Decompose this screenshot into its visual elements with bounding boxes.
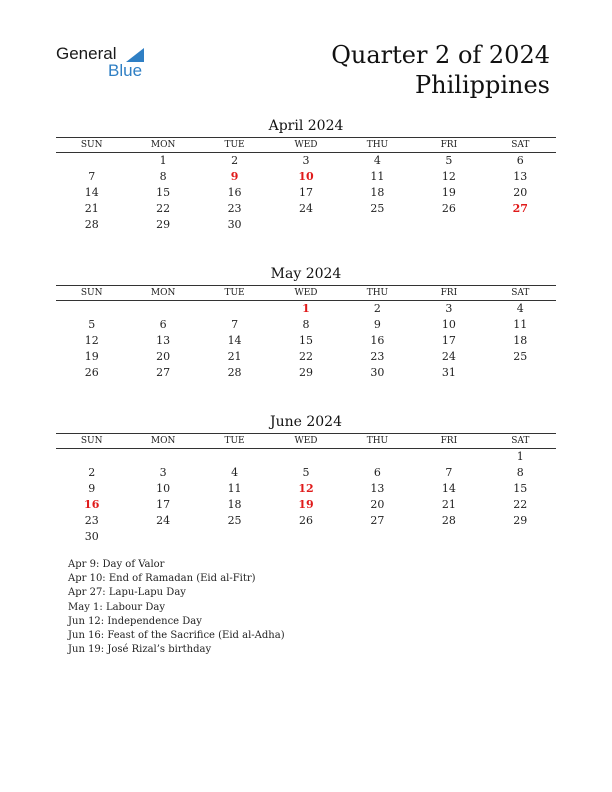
- empty-cell: [56, 153, 127, 169]
- day-grid: [56, 301, 556, 381]
- day-cell: 12: [441, 170, 456, 183]
- day-cell: 29: [156, 218, 171, 231]
- day-cell: 12: [84, 334, 99, 347]
- day-cell: 21: [227, 350, 242, 363]
- day-cell: 16: [370, 334, 385, 347]
- day-cell: 14: [227, 334, 242, 347]
- empty-cell: [485, 529, 556, 545]
- day-cell: 15: [513, 482, 528, 495]
- day-cell: 19: [441, 186, 456, 199]
- day-cell: 17: [298, 186, 313, 199]
- day-cell: 3: [302, 154, 310, 167]
- day-cell: 23: [84, 514, 99, 527]
- empty-cell: [413, 529, 484, 545]
- title-country: Philippines: [414, 71, 550, 99]
- day-cell: 27: [370, 514, 385, 527]
- day-cell: 7: [88, 170, 96, 183]
- weekday-label: TUE: [224, 288, 245, 298]
- day-cell: 4: [373, 154, 381, 167]
- weekday-label: MON: [150, 436, 176, 446]
- weekday-header: [56, 285, 556, 301]
- weekday-label: SUN: [80, 140, 103, 150]
- day-cell: 17: [441, 334, 456, 347]
- day-cell: 16: [227, 186, 242, 199]
- holiday-item: Jun 12: Independence Day: [68, 615, 202, 627]
- day-cell: 27: [512, 202, 528, 215]
- title-quarter: Quarter 2 of 2024: [331, 41, 550, 69]
- logo-blue-text: Blue: [108, 61, 143, 80]
- day-cell: 15: [298, 334, 313, 347]
- day-cell: 30: [227, 218, 242, 231]
- day-cell: 3: [445, 302, 453, 315]
- empty-cell: [342, 217, 413, 233]
- day-cell: 23: [227, 202, 242, 215]
- holiday-item: Apr 10: End of Ramadan (Eid al-Fitr): [68, 573, 256, 585]
- month-title: April 2024: [268, 118, 344, 134]
- day-cell: 19: [84, 350, 99, 363]
- logo-general-text: General: [56, 44, 117, 63]
- day-cell: 22: [513, 498, 528, 511]
- empty-cell: [413, 217, 484, 233]
- empty-cell: [270, 529, 341, 545]
- empty-cell: [127, 301, 198, 317]
- day-cell: 5: [302, 466, 310, 479]
- day-cell: 4: [516, 302, 524, 315]
- day-cell: 6: [516, 154, 524, 167]
- weekday-label: THU: [366, 288, 389, 298]
- weekday-label: SUN: [80, 288, 103, 298]
- month-title: May 2024: [270, 266, 342, 282]
- empty-cell: [56, 301, 127, 317]
- day-grid: [56, 449, 556, 545]
- weekday-label: FRI: [440, 436, 458, 446]
- empty-cell: [270, 217, 341, 233]
- day-cell: 23: [370, 350, 385, 363]
- weekday-header: [56, 433, 556, 449]
- day-cell: 26: [84, 366, 99, 379]
- day-cell: 2: [373, 302, 381, 315]
- day-cell: 25: [513, 350, 528, 363]
- logo-triangle-icon: [126, 48, 144, 62]
- holiday-item: Jun 16: Feast of the Sacrifice (Eid al-Adha): [68, 630, 285, 642]
- empty-cell: [56, 449, 127, 465]
- day-cell: 27: [156, 366, 171, 379]
- day-cell: 20: [156, 350, 171, 363]
- weekday-label: FRI: [440, 140, 458, 150]
- day-cell: 28: [84, 218, 99, 231]
- day-cell: 13: [370, 482, 385, 495]
- day-cell: 21: [441, 498, 456, 511]
- day-cell: 14: [441, 482, 456, 495]
- holiday-item: May 1: Labour Day: [68, 601, 165, 613]
- day-cell: 11: [513, 318, 528, 331]
- day-cell: 26: [298, 514, 313, 527]
- weekday-label: TUE: [224, 140, 245, 150]
- day-cell: 9: [88, 482, 96, 495]
- day-cell: 26: [441, 202, 456, 215]
- empty-cell: [199, 301, 270, 317]
- day-cell: 18: [227, 498, 242, 511]
- weekday-label: WED: [294, 288, 318, 298]
- month-title: June 2024: [269, 414, 342, 430]
- day-cell: 25: [370, 202, 385, 215]
- day-cell: 22: [156, 202, 171, 215]
- month-june: [56, 413, 556, 545]
- day-cell: 7: [445, 466, 453, 479]
- empty-cell: [342, 449, 413, 465]
- day-cell: 11: [370, 170, 385, 183]
- day-cell: 10: [156, 482, 171, 495]
- empty-cell: [127, 529, 198, 545]
- weekday-label: SAT: [511, 140, 530, 150]
- day-cell: 3: [159, 466, 167, 479]
- day-cell: 16: [84, 498, 100, 511]
- holiday-list: [68, 558, 285, 657]
- day-cell: 15: [156, 186, 171, 199]
- day-cell: 1: [302, 302, 310, 315]
- weekday-label: WED: [294, 140, 318, 150]
- month-april: [56, 117, 556, 233]
- month-may: [56, 265, 556, 381]
- empty-cell: [485, 217, 556, 233]
- day-cell: 10: [441, 318, 456, 331]
- day-cell: 20: [513, 186, 528, 199]
- weekday-label: SAT: [511, 436, 530, 446]
- empty-cell: [199, 449, 270, 465]
- weekday-header: [56, 137, 556, 153]
- day-cell: 31: [441, 366, 456, 379]
- logo: [56, 44, 156, 80]
- day-cell: 13: [156, 334, 171, 347]
- day-cell: 19: [298, 498, 314, 511]
- day-cell: 6: [159, 318, 167, 331]
- day-cell: 8: [159, 170, 167, 183]
- day-cell: 9: [373, 318, 381, 331]
- weekday-label: THU: [366, 140, 389, 150]
- day-cell: 22: [298, 350, 313, 363]
- day-cell: 18: [370, 186, 385, 199]
- empty-cell: [485, 365, 556, 381]
- day-cell: 4: [231, 466, 239, 479]
- weekday-label: FRI: [440, 288, 458, 298]
- weekday-label: THU: [366, 436, 389, 446]
- day-cell: 12: [298, 482, 314, 495]
- empty-cell: [413, 449, 484, 465]
- day-cell: 21: [84, 202, 99, 215]
- day-cell: 30: [370, 366, 385, 379]
- day-grid: [56, 153, 556, 233]
- empty-cell: [270, 449, 341, 465]
- day-cell: 20: [370, 498, 385, 511]
- day-cell: 2: [88, 466, 96, 479]
- page-title: [331, 40, 550, 100]
- day-cell: 29: [298, 366, 313, 379]
- holiday-item: Jun 19: José Rizal’s birthday: [68, 644, 212, 656]
- day-cell: 8: [516, 466, 524, 479]
- weekday-label: MON: [150, 140, 176, 150]
- day-cell: 8: [302, 318, 310, 331]
- day-cell: 17: [156, 498, 171, 511]
- day-cell: 13: [513, 170, 528, 183]
- day-cell: 24: [156, 514, 171, 527]
- day-cell: 25: [227, 514, 242, 527]
- empty-cell: [199, 529, 270, 545]
- day-cell: 11: [227, 482, 242, 495]
- holiday-item: Apr 9: Day of Valor: [68, 559, 165, 570]
- day-cell: 18: [513, 334, 528, 347]
- holiday-item: Apr 27: Lapu-Lapu Day: [68, 587, 186, 599]
- day-cell: 24: [298, 202, 313, 215]
- day-cell: 14: [84, 186, 99, 199]
- day-cell: 30: [84, 530, 99, 543]
- day-cell: 7: [231, 318, 239, 331]
- day-cell: 10: [298, 170, 314, 183]
- empty-cell: [342, 529, 413, 545]
- weekday-label: SUN: [80, 436, 103, 446]
- day-cell: 6: [373, 466, 381, 479]
- weekday-label: WED: [294, 436, 318, 446]
- day-cell: 28: [441, 514, 456, 527]
- day-cell: 5: [88, 318, 96, 331]
- weekday-label: MON: [150, 288, 176, 298]
- day-cell: 1: [159, 154, 167, 167]
- weekday-label: SAT: [511, 288, 530, 298]
- day-cell: 24: [441, 350, 456, 363]
- day-cell: 29: [513, 514, 528, 527]
- empty-cell: [127, 449, 198, 465]
- day-cell: 9: [230, 170, 239, 183]
- day-cell: 1: [516, 450, 524, 463]
- day-cell: 5: [445, 154, 453, 167]
- day-cell: 2: [231, 154, 239, 167]
- day-cell: 28: [227, 366, 242, 379]
- weekday-label: TUE: [224, 436, 245, 446]
